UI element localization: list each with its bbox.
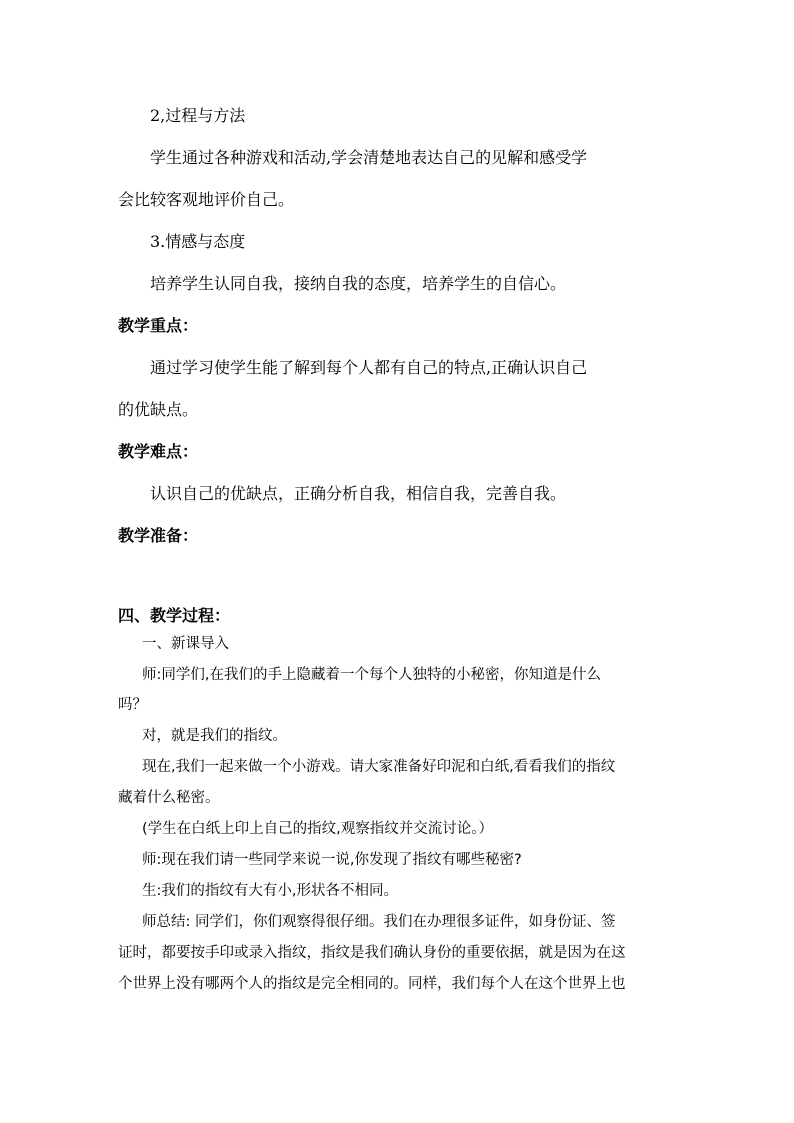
process-paragraph-line-2: 会比较客观地评价自己。 xyxy=(118,190,295,209)
paragraph-3-line-2: 藏着什么秘密。 xyxy=(118,790,220,806)
paragraph-1-line-2: 吗？ xyxy=(118,697,147,713)
heading-process-and-method: 2,过程与方法 xyxy=(150,106,246,125)
paragraph-7-line-3: 个世界上没有哪两个人的指纹是完全相同的。同样，我们每个人在这个世界上也 xyxy=(118,976,626,992)
difficulties-paragraph: 认识自己的优缺点，正确分析自我，相信自我，完善自我。 xyxy=(150,484,567,503)
heading-emotion-and-attitude: 3.情感与态度 xyxy=(150,232,246,251)
paragraph-7-line-2: 证时，都要按手印或录入指纹，指纹是我们确认身份的重要依据，就是因为在这 xyxy=(118,945,626,961)
paragraph-2: 对，就是我们的指纹。 xyxy=(142,728,287,744)
paragraph-7-line-1: 师总结: 同学们，你们观察得很仔细。我们在办理很多证件，如身份证、签 xyxy=(142,914,616,930)
key-points-paragraph-line-2: 的优缺点。 xyxy=(118,400,199,419)
paragraph-6: 生:我们的指纹有大有小,形状各不相同。 xyxy=(142,883,398,899)
teaching-preparation-label: 教学准备： xyxy=(118,526,199,545)
teaching-difficulties-label: 教学难点： xyxy=(118,442,199,461)
teaching-key-points-label: 教学重点： xyxy=(118,316,199,335)
key-points-paragraph-line-1: 通过学习使学生能了解到每个人都有自己的特点,正确认识自己 xyxy=(150,358,588,377)
section-teaching-process: 四、教学过程： xyxy=(118,606,231,625)
subsection-new-lesson-intro: 一、新课导入 xyxy=(142,636,229,652)
paragraph-1-line-1: 师:同学们,在我们的手上隐藏着一个每个人独特的小秘密，你知道是什么 xyxy=(142,667,601,683)
emotion-paragraph: 培养学生认同自我，接纳自我的态度，培养学生的自信心。 xyxy=(150,274,567,293)
paragraph-4: (学生在白纸上印上自己的指纹,观察指纹并交流讨论。） xyxy=(142,821,494,837)
paragraph-3-line-1: 现在,我们一起来做一个小游戏。请大家准备好印泥和白纸,看看我们的指纹 xyxy=(142,759,616,775)
paragraph-5: 师:现在我们请一些同学来说一说,你发现了指纹有哪些秘密? xyxy=(142,852,522,868)
process-paragraph-line-1: 学生通过各种游戏和活动,学会清楚地表达自己的见解和感受学 xyxy=(150,148,588,167)
